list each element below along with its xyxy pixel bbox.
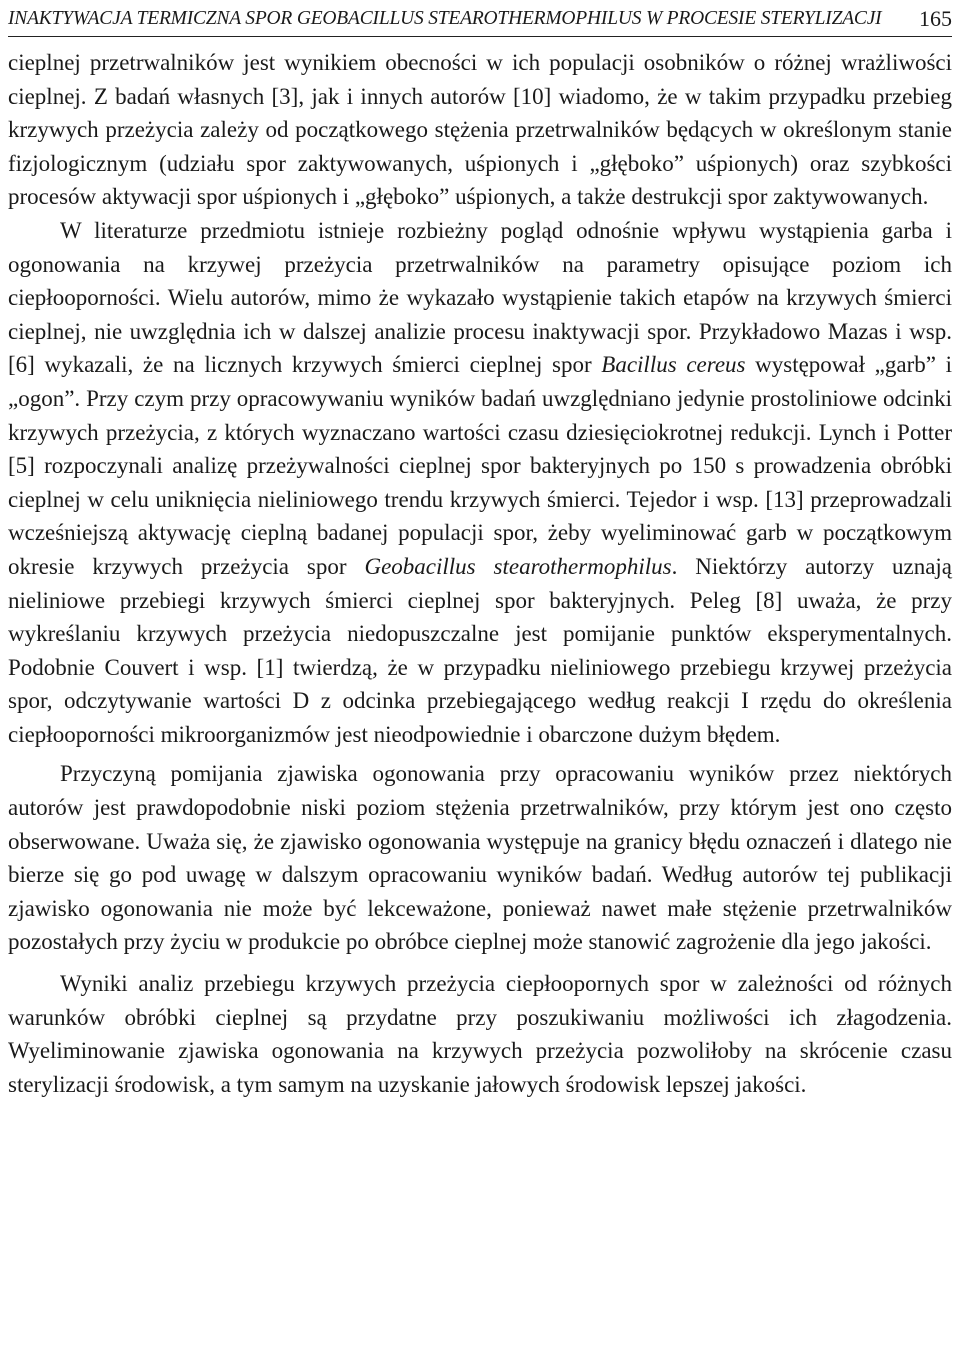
paragraph-2 [8, 214, 952, 752]
document-page [8, 0, 952, 1101]
paragraph-2-text-c: . Niektórzy autorzy uznają nieliniowe przebiegi krzywych śmierci cieplnej spor bakteryjnych. Peleg [8] uważa, że przy wykreślaniu krzywych przeżycia niedopuszczalne jest pomijanie punktów eksperymentalnych. Podobnie Couvert i wsp. [1] twierdzą, że w przypadku nieliniowego przebiegu krzywej przeżycia spor, odczytywanie wartości D z odcinka przebiegającego według reakcji I rzędu do określenia ciepłooporności mikroorganizmów jest nieodpowiednie i obarczone dużym błędem. [8, 553, 952, 747]
paragraph-3-text: Przyczyną pomijania zjawiska ogonowania przy opracowaniu wyników przez niektórych autorów jest prawdopodobnie niski poziom stężenia przetrwalników, przy którym jest ono często obserwowane. Uważa się, że zjawisko ogonowania występuje na granicy błędu oznaczeń i dlatego nie bierze się go pod uwagę w dalszym opracowaniu wyników badań. Według autorów tej publikacji zjawisko ogonowania nie może być lekceważone, ponieważ nawet małe stężenie przetrwalników pozostałych przy życiu w produkcie po obróbce cieplnej może stanowić zagrożenie dla jego jakości. [8, 761, 952, 955]
paragraph-4-text: Wyniki analiz przebiegu krzywych przeżycia ciepłoopornych spor w zależności od różnych warunków obróbki cieplnej są przydatne przy poszukiwaniu możliwości ich złagodzenia. Wyeliminowanie zjawiska ogonowania na krzywych przeżycia pozwoliłoby na skrócenie czasu sterylizacji środowisk, a tym samym na uzyskanie jałowych środowisk lepszej jakości. [8, 971, 952, 1097]
running-header [8, 0, 952, 37]
paragraph-1-text: cieplnej przetrwalników jest wynikiem obecności w ich populacji osobników o różnej wrażliwości cieplnej. Z badań własnych [3], jak i innych autorów [10] wiadomo, że w takim przypadku przebieg krzywych przeżycia zależy od początkowego stężenia przetrwalników będących w określonym stanie fizjologicznym (udziału spor zaktywowanych, uśpionych i „głęboko” uśpionych) oraz szybkości procesów aktywacji spor uśpionych i „głęboko” uśpionych, a także destrukcji spor zaktywowanych. [8, 50, 952, 210]
paragraph-2-text-a: W literaturze przedmiotu istnieje rozbieżny pogląd odnośnie wpływu wystąpienia garba i ogonowania na krzywej przeżycia przetrwalników na parametry opisujące poziom ich ciepłooporności. Wielu autorów, mimo że wykazało wystąpienie takich etapów na krzywych śmierci cieplnej, nie uwzględnia ich w dalszej analizie procesu inaktywacji spor. Przykładowo Mazas i wsp. [6] wykazali, że na licznych krzywych śmierci cieplnej spor [8, 217, 952, 378]
body-text [8, 46, 952, 1101]
paragraph-1 [8, 46, 952, 214]
paragraph-3 [8, 757, 952, 959]
species-name-geobacillus: Geobacillus stearothermophilus [364, 553, 672, 579]
species-name-bacillus: Bacillus cereus [601, 352, 746, 378]
running-title: INAKTYWACJA TERMICZNA SPOR GEOBACILLUS STEAROTHERMOPHILUS W PROCESIE STERYLIZACJI [8, 8, 882, 29]
paragraph-2-text-b: występował „garb” i „ogon”. Przy czym przy opracowywaniu wyników badań uwzględniano jedynie prostoliniowe odcinki krzywych przeżycia, z których wyznaczano wartości czasu dziesięciokrotnej redukcji. Lynch i Potter [5] rozpoczynali analizę przeżywalności cieplnej spor bakteryjnych po 150 s prowadzenia obróbki cieplnej w celu uniknięcia nieliniowego trendu krzywych śmierci. Tejedor i wsp. [13] przeprowadzali wcześniejszą aktywację cieplną badanej populacji spor, żeby wyeliminować garb w początkowym okresie krzywych przeżycia spor [8, 352, 953, 579]
paragraph-4 [8, 967, 952, 1101]
page-number: 165 [919, 6, 952, 31]
